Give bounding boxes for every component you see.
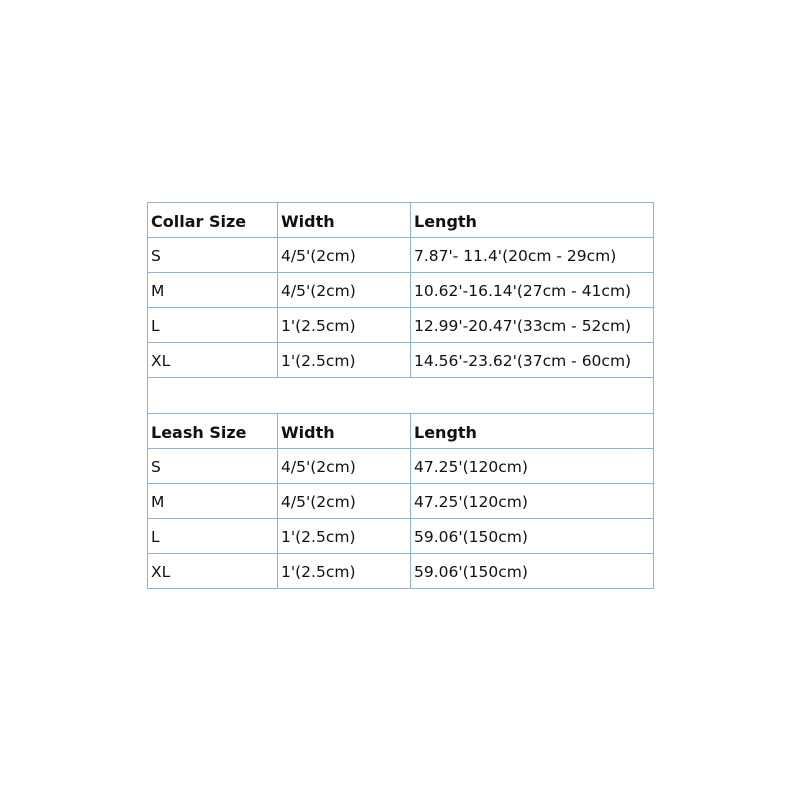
table-row [148,273,654,308]
table-row [148,484,654,519]
collar-width-cell: 4/5'(2cm) [278,273,411,308]
collar-length-cell: 10.62'-16.14'(27cm - 41cm) [411,273,654,308]
table-row [148,308,654,343]
leash-length-cell: 47.25'(120cm) [411,484,654,519]
collar-length-cell: 14.56'-23.62'(37cm - 60cm) [411,343,654,378]
leash-width-cell: 4/5'(2cm) [278,449,411,484]
spacer-row [148,378,654,414]
collar-size-cell: XL [148,343,278,378]
size-chart-table [147,202,654,589]
collar-size-header: Collar Size [148,203,278,238]
table-row [148,238,654,273]
leash-width-header: Width [278,414,411,449]
table-row [148,554,654,589]
table-row [148,519,654,554]
collar-header-row [148,203,654,238]
collar-size-cell: L [148,308,278,343]
collar-width-cell: 1'(2.5cm) [278,343,411,378]
leash-width-cell: 4/5'(2cm) [278,484,411,519]
collar-length-cell: 12.99'-20.47'(33cm - 52cm) [411,308,654,343]
table-row [148,343,654,378]
leash-length-cell: 59.06'(150cm) [411,554,654,589]
leash-length-header: Length [411,414,654,449]
leash-width-cell: 1'(2.5cm) [278,519,411,554]
leash-header-row [148,414,654,449]
leash-length-cell: 59.06'(150cm) [411,519,654,554]
leash-length-cell: 47.25'(120cm) [411,449,654,484]
table-row [148,449,654,484]
leash-size-cell: S [148,449,278,484]
collar-width-cell: 4/5'(2cm) [278,238,411,273]
collar-width-header: Width [278,203,411,238]
leash-size-header: Leash Size [148,414,278,449]
collar-size-cell: S [148,238,278,273]
collar-width-cell: 1'(2.5cm) [278,308,411,343]
leash-size-cell: M [148,484,278,519]
leash-size-cell: L [148,519,278,554]
leash-size-cell: XL [148,554,278,589]
collar-size-cell: M [148,273,278,308]
leash-width-cell: 1'(2.5cm) [278,554,411,589]
collar-length-cell: 7.87'- 11.4'(20cm - 29cm) [411,238,654,273]
spacer-cell [148,378,654,414]
collar-length-header: Length [411,203,654,238]
